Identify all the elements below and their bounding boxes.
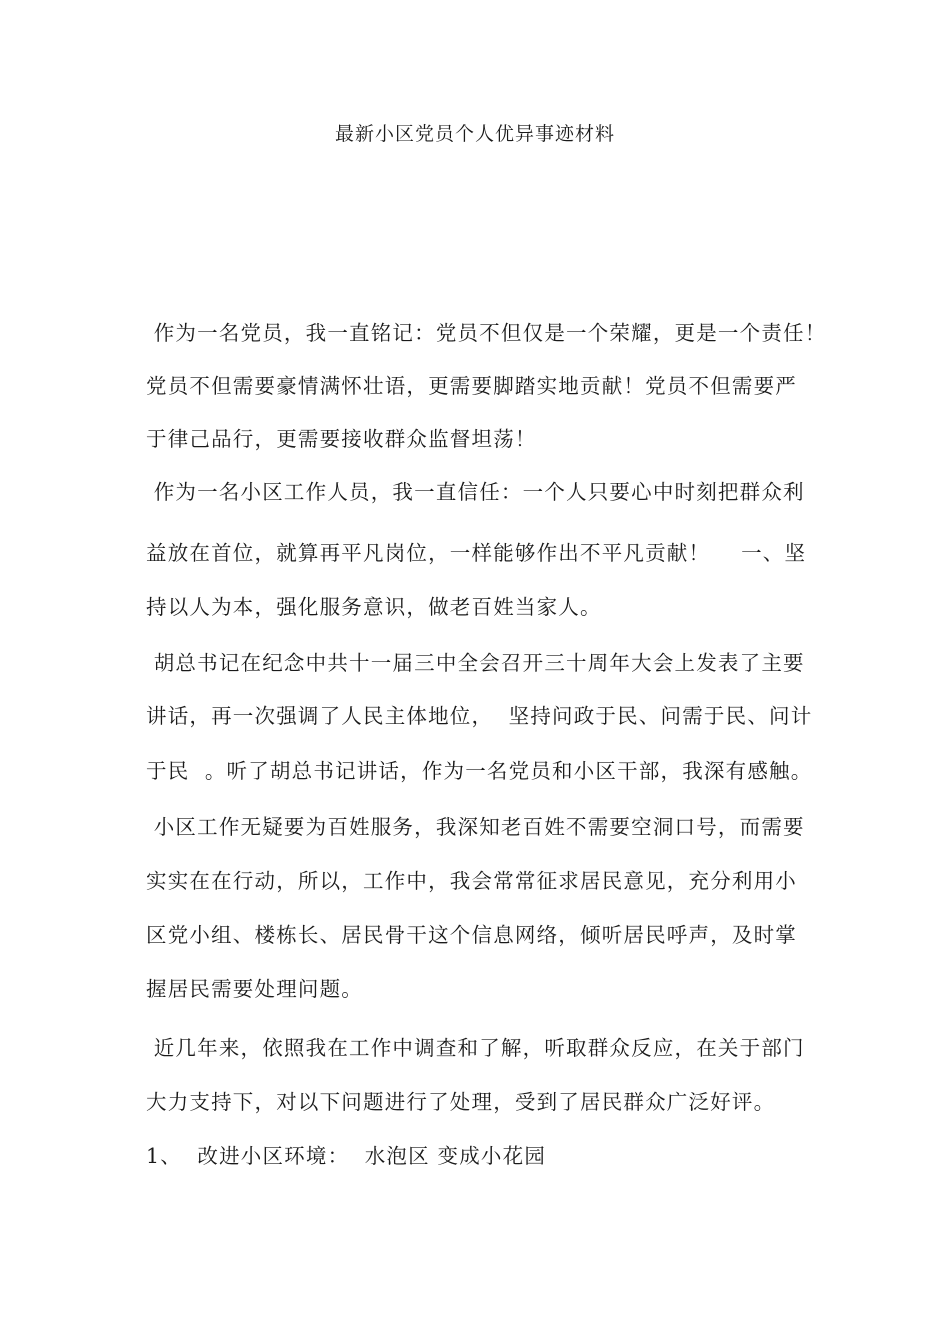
body-line: 持以人为本，强化服务意识，做老百姓当家人。 [146, 595, 602, 619]
body-line: 作为一名小区工作人员，我一直信任：一个人只要心中时刻把群众利 [146, 480, 805, 504]
body-line: 小区工作无疑要为百姓服务，我深知老百姓不需要空洞口号，而需要 [146, 815, 805, 839]
body-line: 讲话，再一次强调了人民主体地位， 坚持问政于民、问需于民、问计 [146, 704, 813, 728]
body-line: 大力支持下，对以下问题进行了处理，受到了居民群众广泛好评。 [146, 1090, 776, 1114]
body-line: 区党小组、楼栋长、居民骨干这个信息网络，倾听居民呼声，及时掌 [146, 923, 797, 947]
body-line: 作为一名党员，我一直铭记：党员不但仅是一个荣耀，更是一个责任！ [146, 321, 827, 345]
body-line: 于民 。听了胡总书记讲话，作为一名党员和小区干部，我深有感触。 [146, 759, 813, 783]
body-line: 握居民需要处理问题。 [146, 977, 363, 1001]
body-line: 党员不但需要豪情满怀壮语，更需要脚踏实地贡献！党员不但需要严 [146, 374, 797, 398]
body-line: 益放在首位，就算再平凡岗位，一样能够作出不平凡贡献！ 一、坚 [146, 541, 807, 565]
body-line: 实实在在行动，所以，工作中，我会常常征求居民意见，充分利用小 [146, 869, 797, 893]
body-line: 于律己品行，更需要接收群众监督坦荡！ [146, 427, 537, 451]
list-item: 1、 改进小区环境： 水泡区 变成小花园 [146, 1144, 547, 1168]
body-line: 近几年来，依照我在工作中调查和了解，听取群众反应，在关于部门 [146, 1036, 805, 1060]
document-title: 最新小区党员个人优异事迹材料 [334, 123, 615, 145]
body-line: 胡总书记在纪念中共十一届三中全会召开三十周年大会上发表了主要 [146, 651, 805, 675]
